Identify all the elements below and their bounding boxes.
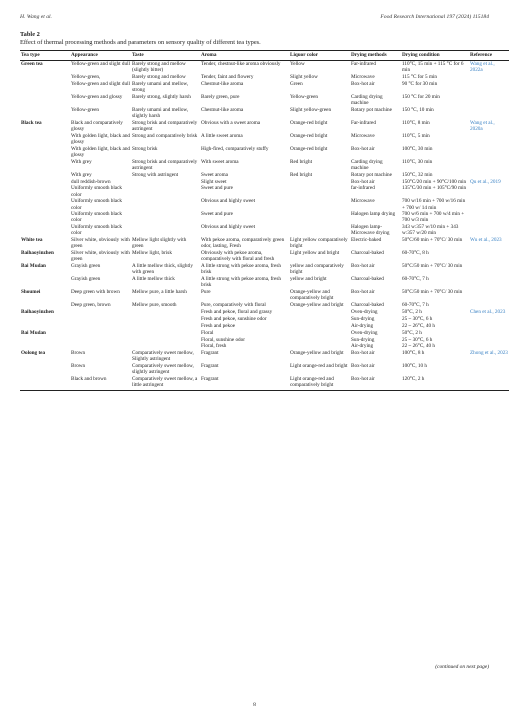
cell-appearance: With grey xyxy=(71,158,92,165)
cell-drying-method: Box-hot air xyxy=(351,80,375,87)
cell-aroma: Pure, comparatively with floral xyxy=(201,302,266,309)
cell-tea-type: Baihaoyinzhen xyxy=(21,250,54,257)
cell-drying-method: Oven-drying xyxy=(351,309,378,316)
cell-liquor-color: Yellow xyxy=(290,61,305,68)
cell-taste: Strong and comparatively brisk xyxy=(132,132,198,139)
cell-liquor-color xyxy=(289,211,350,224)
cell-taste: Strong with astringent xyxy=(132,171,179,178)
table-caption xyxy=(20,31,261,47)
cell-reference xyxy=(469,145,509,158)
cell-aroma: Obvious and highly sweet xyxy=(201,224,256,231)
cell-drying-condition: 110°C, 30 min xyxy=(402,158,433,165)
cell-drying-condition: 150 °C for 20 min xyxy=(402,93,440,100)
cell-aroma: With sweet aroma xyxy=(201,158,239,165)
cell-drying-method: Microwave xyxy=(351,198,375,205)
cell-reference: Qu et al., 2019 xyxy=(470,178,501,185)
cell-taste: Barely strong, slightly harsh xyxy=(132,93,191,100)
cell-liquor-color: Slight yellow-green xyxy=(290,106,332,113)
col-header-aroma: Aroma xyxy=(200,51,289,61)
cell-reference xyxy=(469,81,509,94)
cell-tea-type xyxy=(20,145,70,158)
cell-liquor-color: Green xyxy=(290,80,303,87)
cell-taste xyxy=(131,198,200,211)
cell-liquor-color: Orange-red bright xyxy=(290,119,328,126)
cell-drying-condition: 25 ~ 30°C, 6 h xyxy=(402,315,433,322)
table-row xyxy=(20,237,509,250)
cell-aroma: Fragrant xyxy=(201,350,219,357)
cell-reference xyxy=(469,316,509,323)
cell-tea-type xyxy=(20,178,70,185)
cell-liquor-color xyxy=(289,178,350,185)
cell-taste: A little mellow thick xyxy=(132,276,175,283)
cell-taste xyxy=(131,316,200,323)
cell-tea-type xyxy=(20,211,70,224)
cell-taste xyxy=(131,224,200,237)
cell-tea-type: Green tea xyxy=(21,61,43,68)
cell-appearance xyxy=(70,336,131,343)
cell-reference: Chen et al., 2023 xyxy=(470,309,506,316)
cell-appearance: With golden light, black and glossy xyxy=(71,145,131,158)
cell-aroma: A little strong with pekoe aroma, fresh brisk xyxy=(201,276,281,289)
cell-appearance: Brown xyxy=(71,363,86,370)
page-number: 8 xyxy=(253,702,256,708)
cell-drying-method: Carding drying machine xyxy=(351,158,383,171)
cell-drying-condition: 60-70°C, 8 h xyxy=(402,250,429,257)
cell-liquor-color: yellow and comparatively bright xyxy=(290,263,344,276)
cell-tea-type xyxy=(20,94,70,107)
cell-aroma: Fresh and pekoe, sunshine odor xyxy=(201,315,267,322)
cell-liquor-color: Light orange-red and comparatively bright xyxy=(289,376,350,390)
cell-liquor-color xyxy=(289,309,350,316)
cell-drying-method: Microwave xyxy=(351,132,375,139)
col-header-tea-type: Tea type xyxy=(20,51,70,61)
cell-appearance: Uniformly smooth black color xyxy=(71,224,123,237)
table-row xyxy=(20,309,509,316)
cell-aroma: Barely green, pure xyxy=(201,93,240,100)
cell-liquor-color: Orange-yellow and comparatively bright xyxy=(290,289,334,302)
cell-drying-condition: 700 w/6 min + 700 w/4 min + 700 w/3 min xyxy=(402,211,465,224)
cell-taste: Strong brisk xyxy=(132,145,158,152)
cell-aroma: Obvious and highly sweet xyxy=(201,198,256,205)
table-label: Table 2 xyxy=(20,31,40,38)
cell-reference xyxy=(469,74,509,81)
cell-appearance: dull reddish-brown xyxy=(71,178,111,185)
cell-tea-type xyxy=(20,81,70,94)
table-row xyxy=(20,276,509,289)
cell-appearance: Yellow-green and slight dull xyxy=(71,61,130,68)
cell-liquor-color xyxy=(289,316,350,323)
cell-reference: Wang et al., 2022a xyxy=(470,61,495,74)
cell-tea-type xyxy=(20,276,70,289)
cell-drying-condition: 100°C, 10 h xyxy=(402,363,427,370)
cell-appearance xyxy=(70,329,131,336)
table-row xyxy=(20,302,509,309)
cell-drying-method: Electric-baked xyxy=(351,237,382,244)
cell-drying-method: Rotary pot machine xyxy=(351,171,392,178)
cell-liquor-color: Light yellow and bright xyxy=(290,250,340,257)
cell-appearance: Silver white, obviously with green xyxy=(71,250,130,263)
cell-drying-condition: 110°C, 5 min xyxy=(402,132,430,139)
cell-taste: Barely strong and mellow xyxy=(132,74,186,81)
cell-liquor-color xyxy=(289,224,350,237)
cell-drying-condition: 50°C, 2 h xyxy=(402,309,422,316)
cell-reference xyxy=(469,224,509,237)
cell-liquor-color: yellow and bright xyxy=(290,276,327,283)
cell-appearance: Black and brown xyxy=(70,376,131,390)
cell-liquor-color: Light orange-red and bright xyxy=(290,363,348,370)
cell-liquor-color: Light yellow comparatively bright xyxy=(290,237,348,250)
header-authors: H. Wang et al. xyxy=(20,14,52,20)
cell-drying-method: Rotary pot machine xyxy=(351,106,392,113)
table-row xyxy=(20,74,509,81)
cell-appearance: Uniformly smooth black color xyxy=(71,185,123,198)
cell-liquor-color: Orange-red bright xyxy=(290,132,328,139)
cell-appearance: Deep green with brown xyxy=(71,289,120,296)
cell-drying-condition: 60-70°C, 7 h xyxy=(402,276,429,283)
cell-aroma: Floral, fresh xyxy=(201,343,227,350)
cell-drying-condition: 50°C, 2 h xyxy=(402,329,422,336)
cell-taste: Comparatively sweet mellow, slightly astringent xyxy=(132,363,194,376)
cell-appearance: With golden light, black and glossy xyxy=(71,132,131,145)
cell-drying-condition: 110°C, 8 min xyxy=(402,119,430,126)
cell-liquor-color: Orange-yellow and bright xyxy=(290,350,344,357)
cell-taste xyxy=(131,329,200,336)
cell-drying-condition: 50°C/60 min + 70°C/ 30 min xyxy=(402,237,463,244)
cell-taste: Strong brisk and comparatively astringent xyxy=(132,158,198,171)
cell-aroma: Tender, faint and flowery xyxy=(201,74,254,81)
cell-liquor-color: Orange-red bright xyxy=(290,145,328,152)
cell-taste xyxy=(131,178,200,185)
cell-reference xyxy=(469,343,509,350)
cell-aroma: Fresh and pekoe, floral and grassy xyxy=(201,309,273,316)
cell-reference xyxy=(469,250,509,263)
cell-reference xyxy=(469,198,509,211)
cell-taste xyxy=(131,185,200,198)
cell-appearance xyxy=(70,322,131,329)
cell-drying-method: Halogen lamp drying xyxy=(351,211,396,218)
cell-drying-condition: 115 °C for 5 min xyxy=(402,74,438,81)
cell-taste: Barely umami and mellow, strong xyxy=(132,80,189,94)
cell-reference xyxy=(469,329,509,336)
table-row xyxy=(20,343,509,350)
table-row xyxy=(20,224,509,237)
table-row xyxy=(20,60,509,73)
cell-appearance: Uniformly smooth black color xyxy=(71,198,123,211)
cell-taste: Mellow pure, smooth xyxy=(132,302,177,309)
cell-drying-condition: 50°C/50 min + 70°C/ 30 min xyxy=(402,289,463,296)
cell-aroma: Sweet and pure xyxy=(201,185,233,192)
cell-drying-method: Charcoal-baked xyxy=(351,302,384,309)
cell-tea-type: Baihaoyinzhen xyxy=(21,309,54,316)
cell-drying-condition: 100°C, 30 min xyxy=(402,145,433,152)
col-header-appearance: Appearance xyxy=(70,51,131,61)
cell-reference: Wu et al., 2023 xyxy=(470,237,502,244)
cell-drying-method: Oven-drying xyxy=(351,329,378,336)
table-row xyxy=(20,350,509,363)
cell-drying-method: Air-drying xyxy=(351,343,374,350)
cell-aroma: Obviously with pekoe aroma, comparatively with floral and fresh xyxy=(201,250,275,263)
cell-liquor-color: Yellow-green xyxy=(290,93,318,100)
cell-aroma: Pure xyxy=(201,289,211,296)
cell-drying-condition: 343 w:357 w/10 min + 343 w:357 w/20 min xyxy=(402,224,459,237)
cell-reference xyxy=(469,289,509,302)
table-row xyxy=(20,185,509,198)
table-row xyxy=(20,316,509,323)
cell-drying-method: Air-drying xyxy=(351,322,374,329)
cell-liquor-color: Red bright xyxy=(290,158,313,165)
cell-tea-type xyxy=(20,376,70,390)
cell-reference xyxy=(469,158,509,171)
col-header-reference: Reference xyxy=(469,51,509,61)
cell-reference xyxy=(469,263,509,276)
cell-drying-method: Box-hot air xyxy=(350,376,401,390)
cell-tea-type xyxy=(20,106,70,119)
cell-taste xyxy=(131,211,200,224)
cell-tea-type: Black tea xyxy=(21,119,42,126)
table-row xyxy=(20,289,509,302)
cell-drying-condition: 25 ~ 30°C, 6 h xyxy=(402,336,433,343)
cell-liquor-color: Slight yellow xyxy=(290,74,318,81)
cell-drying-condition: 150 °C, 10 min xyxy=(402,106,434,113)
cell-taste: Barely umami and mellow, slightly harsh xyxy=(132,106,189,119)
cell-appearance: Grayish green xyxy=(71,263,101,270)
cell-taste: Comparatively sweet mellow, Slightly astringent xyxy=(132,350,194,363)
cell-reference xyxy=(469,363,509,376)
cell-drying-method: Box-hot air xyxy=(351,263,375,270)
col-header-taste: Taste xyxy=(131,51,200,61)
cell-reference xyxy=(469,211,509,224)
cell-drying-condition: 150°C/20 min + 90°C/100 min xyxy=(402,178,467,185)
cell-appearance: Black and comparatively glossy xyxy=(71,119,123,132)
cell-reference xyxy=(469,185,509,198)
table-row xyxy=(20,132,509,145)
cell-drying-method: Microwave xyxy=(351,74,375,81)
cell-taste: Mellow pure, a little harsh xyxy=(132,289,187,296)
table-row xyxy=(20,198,509,211)
cell-aroma: Chestnut-like aroma xyxy=(201,80,244,87)
cell-taste: Comparatively sweet mellow, a little astringent xyxy=(131,376,200,390)
cell-aroma: Floral, sunshine odor xyxy=(201,336,245,343)
cell-taste xyxy=(131,343,200,350)
table-row xyxy=(20,336,509,343)
table-row xyxy=(20,376,509,390)
cell-drying-method: Carding drying machine xyxy=(351,93,383,106)
col-header-drying-condition: Drying condition xyxy=(401,51,469,61)
cell-drying-method: Charcoal-baked xyxy=(351,250,384,257)
cell-tea-type: White tea xyxy=(21,237,43,244)
cell-aroma: Obvious with a sweet aroma xyxy=(201,119,261,126)
cell-appearance: Grayish green xyxy=(71,276,101,283)
cell-reference xyxy=(469,376,509,390)
cell-reference xyxy=(469,336,509,343)
cell-drying-method: Far-infrared xyxy=(351,61,376,68)
cell-reference xyxy=(469,132,509,145)
cell-aroma: A little sweet aroma xyxy=(201,132,243,139)
table-header-row xyxy=(20,51,509,61)
cell-aroma: Fragrant xyxy=(200,376,289,390)
table-row xyxy=(20,211,509,224)
cell-tea-type: Shoumei xyxy=(21,289,41,296)
cell-drying-method: Sun-drying xyxy=(351,315,375,322)
cell-drying-method: Box-hot air xyxy=(351,289,375,296)
cell-drying-method: Box-hot air xyxy=(351,178,375,185)
running-header xyxy=(20,14,489,24)
cell-drying-method: far-infrared xyxy=(351,185,375,192)
table-row xyxy=(20,329,509,336)
cell-drying-condition: 150°C, 32 min xyxy=(402,171,433,178)
cell-drying-condition: 110°C, 15 min + 115 °C for 6 min xyxy=(402,61,464,74)
cell-drying-method: Halogen lamp-Microwave drying xyxy=(351,224,390,237)
cell-tea-type xyxy=(20,198,70,211)
cell-tea-type xyxy=(20,302,70,309)
cell-drying-condition: 50°C/50 min + 70°C/ 30 min xyxy=(402,263,463,270)
cell-tea-type xyxy=(20,363,70,376)
cell-reference xyxy=(469,302,509,309)
cell-reference xyxy=(469,94,509,107)
cell-taste xyxy=(131,309,200,316)
cell-drying-condition: 100°C, 8 h xyxy=(402,350,425,357)
cell-reference: Zhong et al., 2023 xyxy=(470,350,508,357)
cell-aroma: Fresh and pekoe xyxy=(201,322,235,329)
cell-tea-type xyxy=(20,336,70,343)
cell-drying-method: Box-hot air xyxy=(351,145,375,152)
cell-liquor-color xyxy=(289,185,350,198)
cell-appearance xyxy=(70,309,131,316)
table-row xyxy=(20,171,509,178)
table-row xyxy=(20,119,509,132)
cell-drying-method: Far-infrared xyxy=(351,119,376,126)
cell-appearance: Deep green, brown xyxy=(71,302,111,309)
cell-liquor-color xyxy=(289,322,350,329)
cell-tea-type: Bai Mudan xyxy=(21,263,46,270)
continued-note: (continued on next page) xyxy=(435,664,489,670)
cell-taste: A little mellow thick, slightly with green xyxy=(132,263,193,276)
cell-appearance xyxy=(70,343,131,350)
cell-drying-condition: 22 ~ 26°C, 40 h xyxy=(402,322,435,329)
cell-aroma: Sweet and pure xyxy=(201,211,233,218)
cell-reference xyxy=(469,276,509,289)
cell-liquor-color xyxy=(289,343,350,350)
cell-taste: Mellow light slightly with green xyxy=(132,237,187,250)
cell-tea-type xyxy=(20,158,70,171)
cell-drying-condition: 60-70°C, 7 h xyxy=(402,302,429,309)
table-row xyxy=(20,363,509,376)
cell-drying-condition: 120°C, 2 h xyxy=(401,376,469,390)
cell-aroma: Floral xyxy=(201,329,214,336)
cell-drying-condition: 90 °C for 30 min xyxy=(402,80,438,87)
cell-reference xyxy=(469,171,509,178)
table-row xyxy=(20,81,509,94)
cell-reference xyxy=(469,322,509,329)
cell-tea-type: Bai Mudan xyxy=(21,329,46,336)
cell-liquor-color: Red bright xyxy=(290,171,313,178)
cell-liquor-color: Orange-yellow and bright xyxy=(290,302,344,309)
cell-taste: Mellow light, brisk xyxy=(132,250,172,257)
cell-drying-method: Box-hot air xyxy=(351,363,375,370)
cell-tea-type xyxy=(20,224,70,237)
table-row xyxy=(20,145,509,158)
cell-aroma: With pekoe aroma, comparatively green odor, lasting, Fresh xyxy=(201,237,285,250)
cell-appearance: Yellow-green xyxy=(71,106,99,113)
cell-taste: Strong brisk and comparatively astringent xyxy=(132,119,198,132)
cell-tea-type xyxy=(20,343,70,350)
cell-reference xyxy=(469,106,509,119)
cell-aroma: Tender, chestnut-like aroma obviously xyxy=(201,61,281,68)
cell-aroma: High-fired, comparatively stuffy xyxy=(201,145,269,152)
table-row xyxy=(20,250,509,263)
cell-appearance: Yellow-green, xyxy=(71,74,101,81)
cell-aroma: A little strong with pekoe aroma, fresh brisk xyxy=(201,263,281,276)
cell-drying-condition: 22 ~ 26°C, 40 h xyxy=(402,343,435,350)
table-title: Effect of thermal processing methods and parameters on sensory quality of different tea types. xyxy=(20,39,261,46)
header-journal: Food Research International 197 (2024) 115184 xyxy=(380,14,489,20)
cell-appearance xyxy=(70,316,131,323)
table-row xyxy=(20,158,509,171)
cell-tea-type xyxy=(20,322,70,329)
cell-appearance: With grey xyxy=(71,171,92,178)
cell-liquor-color xyxy=(289,329,350,336)
cell-aroma: Sweet aroma xyxy=(201,171,228,178)
cell-aroma: Chestnut-like aroma xyxy=(201,106,244,113)
cell-tea-type xyxy=(20,185,70,198)
table-row xyxy=(20,94,509,107)
cell-appearance: Yellow-green and slight dull xyxy=(71,80,130,87)
cell-aroma: Fragrant xyxy=(201,363,219,370)
cell-taste xyxy=(131,336,200,343)
cell-taste: Barely strong and mellow (slightly bitter) xyxy=(132,61,186,74)
cell-drying-condition: 135°C/30 min + 105°C/90 min xyxy=(402,185,467,192)
table-row xyxy=(20,106,509,119)
cell-liquor-color xyxy=(289,198,350,211)
cell-tea-type xyxy=(20,171,70,178)
cell-appearance: Silver white, obviously with green xyxy=(71,237,130,250)
cell-drying-method: Box-hot air xyxy=(351,350,375,357)
cell-reference: Wang et al., 2020a xyxy=(470,119,495,132)
cell-tea-type xyxy=(20,74,70,81)
table-row xyxy=(20,263,509,276)
cell-appearance: Yellow-green and glossy xyxy=(71,93,123,100)
cell-appearance: Uniformly smooth black color xyxy=(71,211,123,224)
cell-taste xyxy=(131,322,200,329)
cell-drying-method: Sun-drying xyxy=(351,336,375,343)
col-header-drying-methods: Drying methods xyxy=(350,51,401,61)
cell-liquor-color xyxy=(289,336,350,343)
table-row xyxy=(20,322,509,329)
col-header-liquor-color: Liquor color xyxy=(289,51,350,61)
cell-drying-condition: 700 w/16 min + 700 w/16 min + 700 w/ 14 min xyxy=(402,198,466,211)
cell-appearance: Brown xyxy=(71,350,86,357)
cell-drying-method: Charcoal-baked xyxy=(351,276,384,283)
cell-tea-type: Oolong tea xyxy=(21,350,46,357)
sensory-quality-table xyxy=(20,50,509,391)
cell-aroma: Slight sweet xyxy=(201,178,227,185)
cell-tea-type xyxy=(20,316,70,323)
cell-tea-type xyxy=(20,132,70,145)
